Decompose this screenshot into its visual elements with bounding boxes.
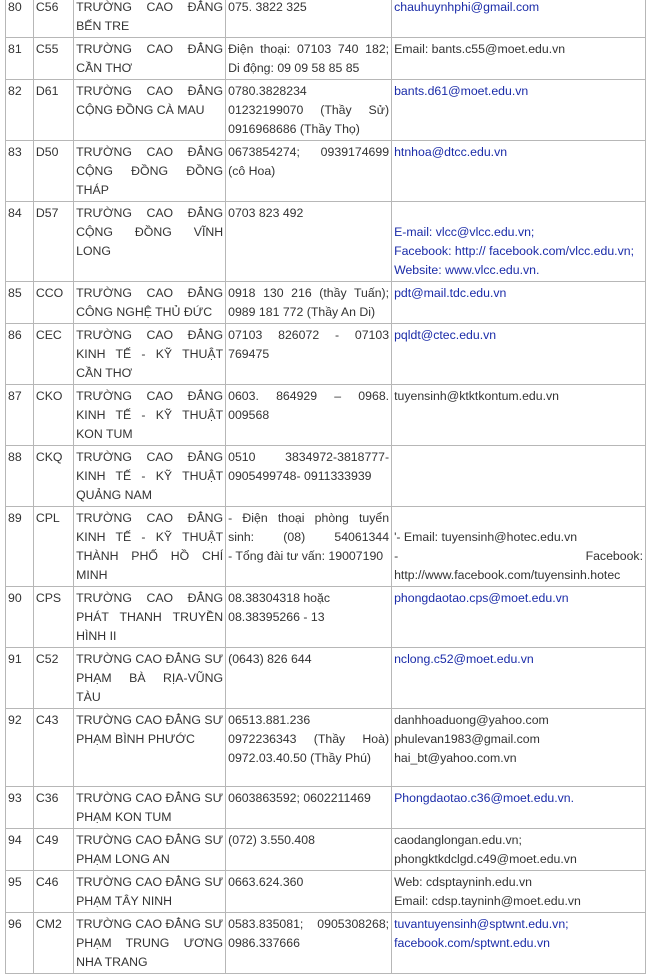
school-name-line: THÁP — [76, 183, 109, 197]
row-number-text: 83 — [8, 145, 22, 159]
school-name-line: KINH TẾ - KỸ THUẬT — [76, 530, 224, 544]
school-code — [33, 0, 73, 38]
school-name — [74, 829, 226, 871]
school-name-line: BẾN TRE — [76, 19, 130, 33]
school-code-text: C52 — [35, 652, 59, 666]
row-number — [6, 507, 34, 587]
phone-line: 0972.03.40.50 (Thầy Phú) — [228, 751, 372, 765]
contact-cell — [392, 871, 646, 913]
contact-cell — [392, 787, 646, 829]
phone-line: (cô Hoa) — [228, 164, 276, 178]
school-name-line: KON TUM — [76, 427, 133, 441]
school-code-text: C46 — [35, 875, 59, 889]
table-row — [6, 648, 646, 709]
contact-text: - Facebook: — [394, 549, 643, 563]
contact-link[interactable]: facebook.com/sptwnt.edu.vn — [394, 936, 550, 950]
admissions-contact-table — [5, 0, 646, 974]
table-row — [6, 507, 646, 587]
school-name-line: HÌNH II — [76, 629, 117, 643]
school-name-line: MINH — [76, 568, 108, 582]
phone-line: 0510 3834972-3818777- — [228, 450, 390, 464]
contact-cell — [392, 80, 646, 141]
contact-cell — [392, 324, 646, 385]
contact-cell — [392, 202, 646, 282]
phone-line: 0989 181 772 (Thầy An Di) — [228, 305, 376, 319]
school-name-line: CỘNG ĐỒNG CÀ MAU — [76, 103, 205, 117]
school-name-line: PHẠM TÂY NINH — [76, 894, 172, 908]
school-name — [74, 202, 226, 282]
school-name-line: THÀNH PHỐ HỒ CHÍ — [76, 549, 224, 563]
school-name — [74, 282, 226, 324]
phone-line: Di động: 09 09 58 85 85 — [228, 61, 360, 75]
school-name-line: TRƯỜNG CAO ĐẲNG — [76, 450, 224, 464]
school-code — [33, 446, 73, 507]
row-number-text: 95 — [8, 875, 22, 889]
contact-link[interactable]: E-mail: vlcc@vlcc.edu.vn; — [394, 225, 535, 239]
table-row — [6, 709, 646, 787]
contact-text: '- Email: tuyensinh@hotec.edu.vn — [394, 530, 578, 544]
school-name-line: PHẠM LONG AN — [76, 852, 170, 866]
contact-text: phulevan1983@gmail.com — [394, 732, 540, 746]
phone-line: 0663.624.360 — [228, 875, 304, 889]
school-code — [33, 324, 73, 385]
table-row — [6, 141, 646, 202]
table-row — [6, 282, 646, 324]
contact-link[interactable]: chauhuynhphi@gmail.com — [394, 0, 540, 14]
row-number-text: 94 — [8, 833, 22, 847]
phone-line: 075. 3822 325 — [228, 0, 307, 14]
row-number-text: 84 — [8, 206, 22, 220]
school-name-line: TRƯỜNG CAO ĐẲNG — [76, 84, 224, 98]
school-code-text: CEC — [35, 328, 62, 342]
school-name — [74, 648, 226, 709]
contact-text: http://www.facebook.com/tuyensinh.hotec — [394, 568, 621, 582]
school-name-line: NHA TRANG — [76, 955, 148, 969]
school-name — [74, 787, 226, 829]
school-code — [33, 80, 73, 141]
contact-text — [394, 204, 643, 223]
row-number-text: 88 — [8, 450, 22, 464]
contact-text: Email: bants.c55@moet.edu.vn — [394, 42, 566, 56]
phone-line: 0673854274; 0939174699 — [228, 145, 390, 159]
contact-link[interactable]: Website: www.vlcc.edu.vn. — [394, 263, 540, 277]
row-number — [6, 871, 34, 913]
school-name-line: PHẠM BÌNH PHƯỚC — [76, 732, 195, 746]
phone-line: 0780.3828234 — [228, 84, 307, 98]
school-name-line: KINH TẾ - KỸ THUẬT — [76, 408, 224, 422]
school-name-line: PHẠM KON TUM — [76, 810, 172, 824]
school-code — [33, 913, 73, 974]
phone-line: 0583.835081; 0905308268; — [228, 917, 390, 931]
phone-line: 0603. 864929 – 0968. — [228, 389, 390, 403]
phone-cell — [226, 871, 392, 913]
contact-cell — [392, 141, 646, 202]
contact-link[interactable]: tuvantuyensinh@sptwnt.edu.vn; — [394, 917, 569, 931]
phone-line: - Điện thoại phòng tuyển — [228, 511, 390, 525]
school-code — [33, 282, 73, 324]
row-number — [6, 385, 34, 446]
school-code — [33, 587, 73, 648]
phone-cell — [226, 385, 392, 446]
school-code-text: D50 — [35, 145, 59, 159]
school-name-line: PHÁT THANH TRUYỀN — [76, 610, 224, 624]
school-code — [33, 648, 73, 709]
phone-line: (0643) 826 644 — [228, 652, 312, 666]
contact-cell — [392, 913, 646, 974]
contact-text: Email: cdsp.tayninh@moet.edu.vn — [394, 894, 581, 908]
phone-line: 0603863592; 0602211469 — [228, 791, 371, 805]
row-number-text: 86 — [8, 328, 22, 342]
contact-link[interactable]: pdt@mail.tdc.edu.vn — [394, 286, 507, 300]
table-row — [6, 324, 646, 385]
school-name-line: QUẢNG NAM — [76, 488, 152, 502]
contact-cell — [392, 829, 646, 871]
school-name-line: TRƯỜNG CAO ĐẲNG — [76, 286, 224, 300]
phone-line: 06513.881.236 — [228, 713, 311, 727]
phone-cell — [226, 38, 392, 80]
contact-link[interactable]: nclong.c52@moet.edu.vn — [394, 652, 534, 666]
school-name-line: TRƯỜNG CAO ĐẲNG — [76, 591, 224, 605]
school-name-line: TÀU — [76, 690, 101, 704]
school-name-line: TRƯỜNG CAO ĐẲNG — [76, 42, 224, 56]
phone-cell — [226, 324, 392, 385]
row-number — [6, 913, 34, 974]
contact-link[interactable]: htnhoa@dtcc.edu.vn — [394, 145, 508, 159]
phone-line: 01232199070 (Thầy Sử) — [228, 103, 390, 117]
contact-cell — [392, 0, 646, 38]
school-name-line: TRƯỜNG CAO ĐẲNG — [76, 328, 224, 342]
phone-line: - Tổng đài tư vấn: 19007190 — [228, 549, 384, 563]
contact-text — [394, 509, 643, 528]
row-number — [6, 38, 34, 80]
school-name-line: PHẠM TRUNG ƯƠNG — [76, 936, 224, 950]
contact-text: hai_bt@yahoo.com.vn — [394, 751, 517, 765]
phone-line: 0905499748- 0911333939 — [228, 469, 372, 483]
phone-line: Điện thoại: 07103 740 182; — [228, 42, 390, 56]
phone-cell — [226, 282, 392, 324]
school-name — [74, 385, 226, 446]
table-row — [6, 446, 646, 507]
school-name-line: TRƯỜNG CAO ĐẲNG SƯ — [76, 791, 224, 805]
row-number — [6, 0, 34, 38]
phone-cell — [226, 709, 392, 787]
school-name-line: TRƯỜNG CAO ĐẲNG SƯ — [76, 833, 224, 847]
phone-cell — [226, 829, 392, 871]
school-name-line: CẦN THƠ — [76, 61, 133, 75]
school-code-text: D57 — [35, 206, 59, 220]
school-code — [33, 871, 73, 913]
row-number — [6, 648, 34, 709]
contact-cell — [392, 709, 646, 787]
school-code-text: C36 — [35, 791, 59, 805]
contact-cell — [392, 446, 646, 507]
school-name-line: PHẠM BÀ RỊA-VŨNG — [76, 671, 224, 685]
school-code — [33, 829, 73, 871]
table-row — [6, 202, 646, 282]
phone-line: 0703 823 492 — [228, 206, 304, 220]
row-number-text: 92 — [8, 713, 22, 727]
row-number-text: 91 — [8, 652, 22, 666]
school-name-line: LONG — [76, 244, 111, 258]
table-row — [6, 0, 646, 38]
row-number-text: 89 — [8, 511, 22, 525]
row-number — [6, 709, 34, 787]
contact-cell — [392, 587, 646, 648]
table-row — [6, 829, 646, 871]
phone-line: sinh: (08) 54061344 — [228, 530, 390, 544]
row-number-text: 85 — [8, 286, 22, 300]
school-name — [74, 80, 226, 141]
phone-line: 0986.337666 — [228, 936, 300, 950]
school-code — [33, 38, 73, 80]
phone-line: 08.38395266 - 13 — [228, 610, 325, 624]
school-code-text: C43 — [35, 713, 59, 727]
row-number-text: 96 — [8, 917, 22, 931]
row-number — [6, 141, 34, 202]
school-code-text: C49 — [35, 833, 59, 847]
phone-cell — [226, 507, 392, 587]
table-row — [6, 385, 646, 446]
school-code — [33, 787, 73, 829]
contact-text: caodanglongan.edu.vn; — [394, 833, 522, 847]
contact-cell — [392, 38, 646, 80]
phone-line: 0918 130 216 (thầy Tuấn); — [228, 286, 390, 300]
school-name — [74, 446, 226, 507]
school-name-line: CỘNG ĐỒNG ĐỒNG — [76, 164, 224, 178]
phone-line: 0916968686 (Thầy Thọ) — [228, 122, 360, 136]
school-name-line: TRƯỜNG CAO ĐẲNG SƯ — [76, 652, 224, 666]
school-name-line: TRƯỜNG CAO ĐẲNG — [76, 206, 224, 220]
school-code-text: C55 — [35, 42, 59, 56]
phone-cell — [226, 202, 392, 282]
contact-link[interactable]: bants.d61@moet.edu.vn — [394, 84, 529, 98]
school-code-text: CM2 — [35, 917, 62, 931]
phone-line: 009568 — [228, 408, 270, 422]
contact-text: phongktkdclgd.c49@moet.edu.vn — [394, 852, 577, 866]
phone-cell — [226, 446, 392, 507]
school-name — [74, 141, 226, 202]
school-name — [74, 913, 226, 974]
phone-line: 08.38304318 hoặc — [228, 591, 331, 605]
row-number — [6, 324, 34, 385]
school-code-text: D61 — [35, 84, 59, 98]
row-number — [6, 282, 34, 324]
school-name-line: TRƯỜNG CAO ĐẲNG — [76, 0, 224, 14]
row-number-text: 87 — [8, 389, 22, 403]
phone-cell — [226, 787, 392, 829]
school-name-line: KINH TẾ - KỸ THUẬT — [76, 469, 224, 483]
school-name — [74, 709, 226, 787]
school-name-line: TRƯỜNG CAO ĐẲNG — [76, 145, 224, 159]
table-row — [6, 80, 646, 141]
contact-text: Web: cdsptayninh.edu.vn — [394, 875, 532, 889]
row-number-text: 80 — [8, 0, 22, 14]
phone-cell — [226, 141, 392, 202]
school-code-text: C56 — [35, 0, 59, 14]
school-code-text: CKO — [35, 389, 63, 403]
contact-cell — [392, 648, 646, 709]
contact-text: danhhoaduong@yahoo.com — [394, 713, 549, 727]
contact-link[interactable]: pqldt@ctec.edu.vn — [394, 328, 497, 342]
row-number — [6, 80, 34, 141]
phone-cell — [226, 648, 392, 709]
table-row — [6, 587, 646, 648]
row-number — [6, 446, 34, 507]
row-number-text: 93 — [8, 791, 22, 805]
phone-line: 769475 — [228, 347, 270, 361]
school-name-line: CẦN THƠ — [76, 366, 133, 380]
contact-cell — [392, 385, 646, 446]
school-code — [33, 202, 73, 282]
row-number — [6, 787, 34, 829]
contact-link[interactable]: Facebook: http:// facebook.com/vlcc.edu.vn; — [394, 244, 634, 258]
school-name — [74, 0, 226, 38]
phone-line: 07103 826072 - 07103 — [228, 328, 390, 342]
school-name-line: CÔNG NGHỆ THỦ ĐỨC — [76, 305, 213, 319]
row-number — [6, 587, 34, 648]
phone-cell — [226, 913, 392, 974]
school-name-line: TRƯỜNG CAO ĐẲNG SƯ — [76, 875, 224, 889]
phone-cell — [226, 587, 392, 648]
school-name — [74, 324, 226, 385]
school-name-line: TRƯỜNG CAO ĐẲNG SƯ — [76, 713, 224, 727]
school-name-line: TRƯỜNG CAO ĐẲNG — [76, 389, 224, 403]
school-code — [33, 709, 73, 787]
table-row — [6, 787, 646, 829]
row-number — [6, 829, 34, 871]
phone-cell — [226, 0, 392, 38]
phone-line: 0972236343 (Thầy Hoà) — [228, 732, 390, 746]
contact-cell — [392, 507, 646, 587]
school-name-line: KINH TẾ - KỸ THUẬT — [76, 347, 224, 361]
contact-text: tuyensinh@ktktkontum.edu.vn — [394, 389, 559, 403]
phone-cell — [226, 80, 392, 141]
school-code-text: CPL — [35, 511, 60, 525]
table-row — [6, 913, 646, 974]
school-code — [33, 507, 73, 587]
school-name — [74, 871, 226, 913]
school-code-text: CCO — [35, 286, 64, 300]
contact-cell — [392, 282, 646, 324]
school-name — [74, 507, 226, 587]
school-code-text: CKQ — [35, 450, 63, 464]
contact-link[interactable]: Phongdaotao.c36@moet.edu.vn. — [394, 791, 575, 805]
school-name — [74, 587, 226, 648]
school-name-line: TRƯỜNG CAO ĐẲNG SƯ — [76, 917, 224, 931]
school-name — [74, 38, 226, 80]
school-code — [33, 141, 73, 202]
table-row — [6, 38, 646, 80]
row-number-text: 81 — [8, 42, 22, 56]
row-number — [6, 202, 34, 282]
contact-link[interactable]: phongdaotao.cps@moet.edu.vn — [394, 591, 569, 605]
row-number-text: 82 — [8, 84, 22, 98]
row-number-text: 90 — [8, 591, 22, 605]
school-name-line: TRƯỜNG CAO ĐẲNG — [76, 511, 224, 525]
phone-line: (072) 3.550.408 — [228, 833, 315, 847]
table-row — [6, 871, 646, 913]
school-code — [33, 385, 73, 446]
school-code-text: CPS — [35, 591, 62, 605]
school-name-line: CỘNG ĐỒNG VĨNH — [76, 225, 224, 239]
